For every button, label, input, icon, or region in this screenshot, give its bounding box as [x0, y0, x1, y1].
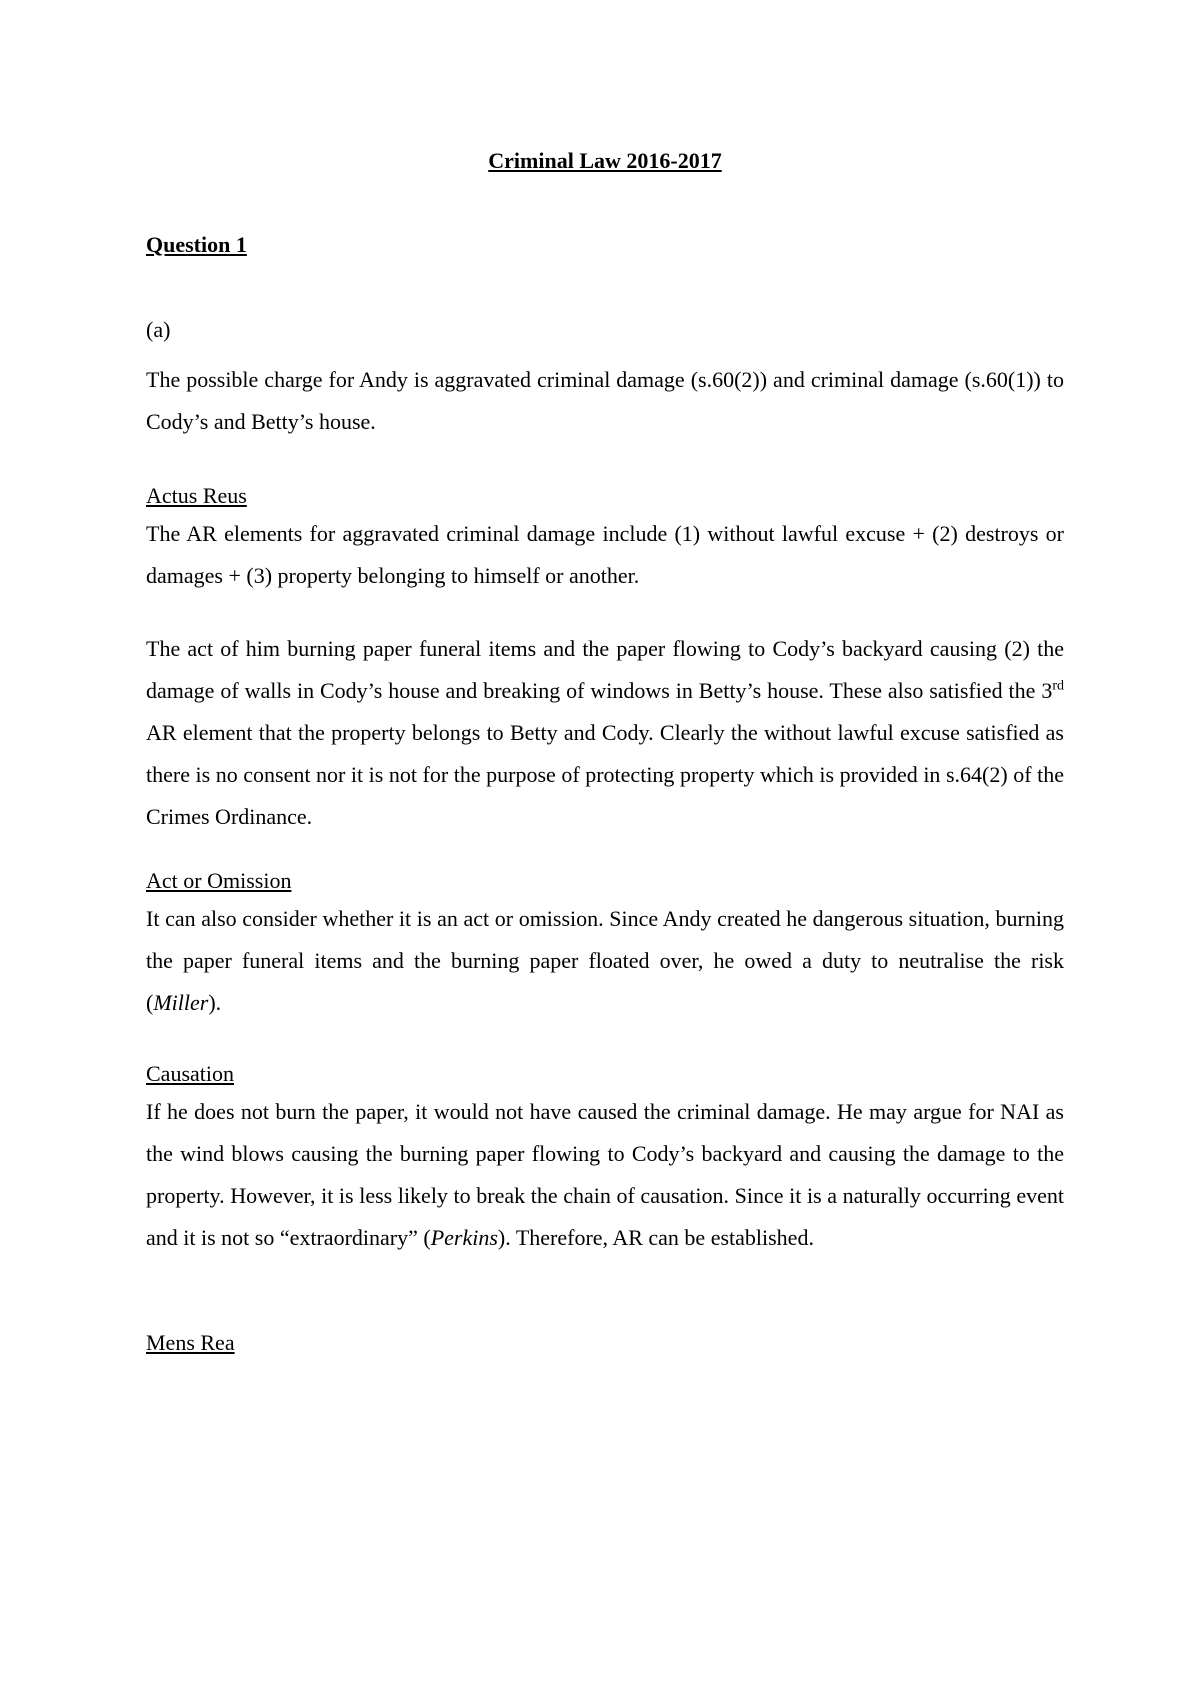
act-or-omission-heading: Act or Omission	[146, 868, 292, 893]
ordinal-superscript: rd	[1052, 678, 1064, 694]
causation-text-b: ). Therefore, AR can be established.	[497, 1225, 814, 1250]
intro-paragraph: The possible charge for Andy is aggravated criminal damage (s.60(2)) and criminal damage (s.60(1)) to Cody’s and Betty’s house.	[146, 367, 1064, 434]
act-or-omission-paragraph	[146, 898, 1064, 1024]
actus-reus-paragraph-2-text-a: The act of him burning paper funeral items and the paper flowing to Cody’s backyard causing (2) the damage of walls in Cody’s house and breaking of windows in Betty’s house. These also satisfied the 3	[146, 636, 1064, 703]
causation-paragraph	[146, 1091, 1064, 1259]
causation-text-a: If he does not burn the paper, it would not have caused the criminal damage. He may argue for NAI as the wind blows causing the burning paper flowing to Cody’s backyard and causing the damage to the property. However, it is less likely to break the chain of causation. Since it is a naturally occurring event and it is not so “extraordinary” (	[146, 1099, 1064, 1250]
actus-reus-paragraph-2-text-b: AR element that the property belongs to Betty and Cody. Clearly the without lawful excuse satisfied as there is no consent nor it is not for the purpose of protecting property which is provided in s.64(2) of the Crimes Ordinance.	[146, 720, 1064, 829]
act-or-omission-text-a: It can also consider whether it is an act or omission. Since Andy created he dangerous situation, burning the paper funeral items and the burning paper floated over, he owed a duty to neutralise the risk (	[146, 906, 1064, 1015]
document-title: Criminal Law 2016-2017	[488, 148, 722, 173]
case-citation-miller: Miller	[153, 990, 209, 1015]
actus-reus-heading: Actus Reus	[146, 483, 247, 508]
actus-reus-paragraph-2	[146, 628, 1064, 838]
act-or-omission-text-b: ).	[208, 990, 222, 1015]
question-heading: Question 1	[146, 232, 247, 257]
part-label: (a)	[146, 317, 171, 342]
case-citation-perkins: Perkins	[430, 1225, 498, 1250]
actus-reus-paragraph-1: The AR elements for aggravated criminal damage include (1) without lawful excuse + (2) destroys or damages + (3) property belonging to himself or another.	[146, 521, 1064, 588]
causation-heading: Causation	[146, 1061, 234, 1086]
mens-rea-heading: Mens Rea	[146, 1330, 235, 1355]
